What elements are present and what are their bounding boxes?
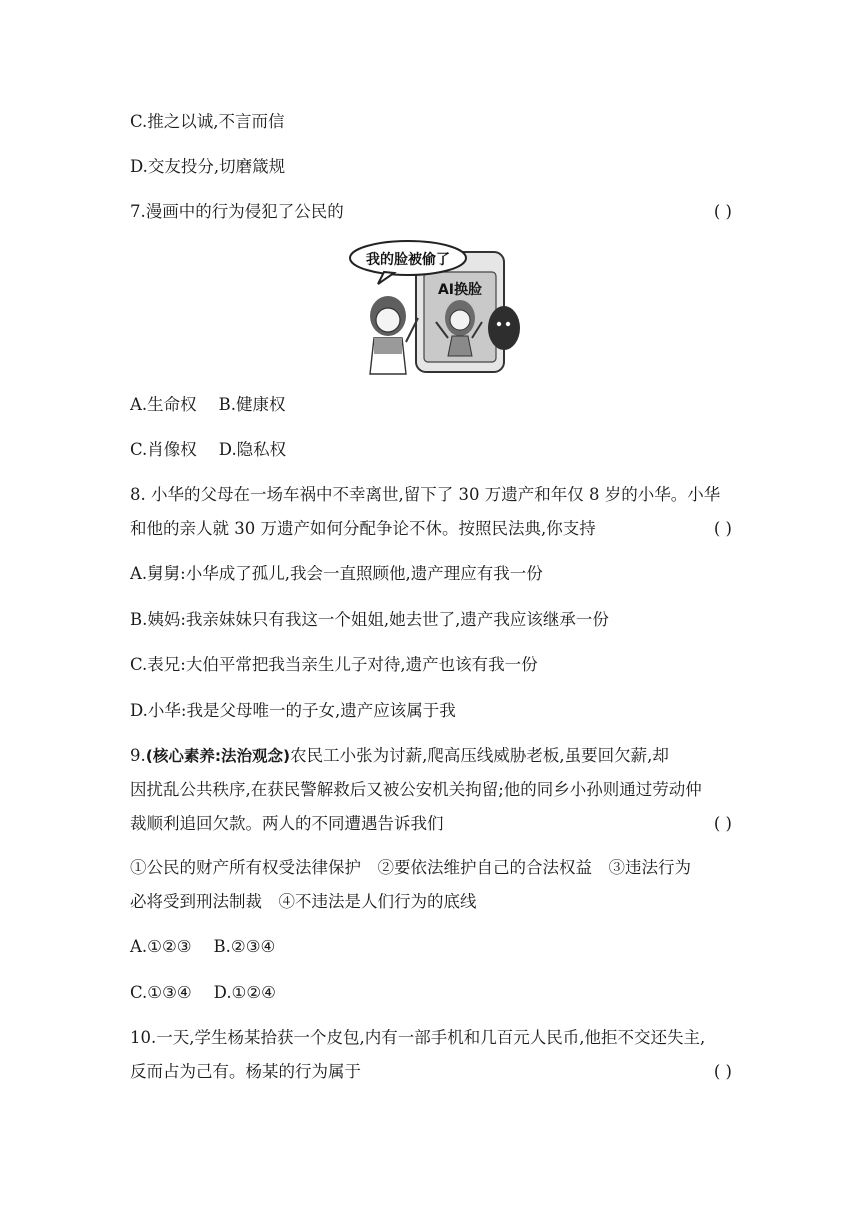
q9-statements-line2: 必将受到刑法制裁 ④不违法是人们行为的底线	[130, 892, 477, 911]
q8-stem-line1: 8. 小华的父母在一场车祸中不幸离世,留下了 30 万遗产和年仅 8 岁的小华。小华	[130, 485, 721, 504]
q8-stem-line2	[130, 518, 732, 540]
q9-statements-line1: ①公民的财产所有权受法律保护 ②要依法维护自己的合法权益 ③违法行为	[130, 858, 691, 877]
q9-option-b: B.②③④	[213, 937, 276, 956]
q8-option-d: D.小华:我是父母唯一的子女,遗产应该属于我	[130, 701, 456, 720]
q7-stem-text: 7.漫画中的行为侵犯了公民的	[130, 202, 344, 221]
q10-stem-line2	[130, 1061, 732, 1083]
q8-option-c: C.表兄:大伯平常把我当亲生儿子对待,遗产也该有我一份	[130, 655, 538, 674]
q9-option-c: C.①③④	[130, 983, 192, 1002]
q9-stem-line2: 因扰乱公共秩序,在获民警解救后又被公安机关拘留;他的同乡小孙则通过劳动仲	[130, 780, 702, 799]
ai-face-swap-cartoon	[348, 238, 520, 376]
q9-stem-line3-text: 裁顺利追回欠款。两人的不同遭遇告诉我们	[130, 814, 444, 833]
q7-options-row2	[130, 439, 732, 461]
q9-stem-line1	[130, 745, 732, 767]
q6-option-c: C.推之以诚,不言而信	[130, 112, 285, 131]
q10-stem-line1: 10.一天,学生杨某拾获一个皮包,内有一部手机和几百元人民币,他拒不交还失主,	[130, 1028, 706, 1047]
q9-answer-paren: ( )	[713, 814, 732, 833]
cartoon-screen-label: AI换脸	[437, 282, 483, 298]
cartoon-illustration	[348, 238, 520, 376]
q7-option-a: A.生命权	[130, 395, 197, 414]
q7-answer-paren: ( )	[713, 202, 732, 221]
q6-option-d: D.交友投分,切磨箴规	[130, 157, 286, 176]
q8-option-b: B.姨妈:我亲妹妹只有我这一个姐姐,她去世了,遗产我应该继承一份	[130, 610, 609, 629]
q10-stem-line2-text: 反而占为己有。杨某的行为属于	[130, 1062, 361, 1081]
cartoon-speech-text: 我的脸被偷了	[366, 252, 450, 268]
q8-answer-paren: ( )	[713, 519, 732, 538]
q7-stem	[130, 201, 732, 223]
q7-option-b: B.健康权	[218, 395, 286, 414]
q9-options-row2	[130, 982, 732, 1004]
q9-options-row1	[130, 936, 732, 958]
q9-option-a: A.①②③	[130, 937, 192, 956]
q9-option-d: D.①②④	[213, 983, 276, 1002]
q7-options-row1	[130, 394, 732, 416]
q9-stem-line3	[130, 813, 732, 835]
q8-option-a: A.舅舅:小华成了孤儿,我会一直照顾他,遗产理应有我一份	[130, 564, 543, 583]
q9-number: 9.	[130, 746, 146, 765]
q9-stem-line1-text: 农民工小张为讨薪,爬高压线威胁老板,虽要回欠薪,却	[290, 746, 669, 765]
q10-answer-paren: ( )	[713, 1062, 732, 1081]
q8-stem-line2-text: 和他的亲人就 30 万遗产如何分配争论不休。按照民法典,你支持	[130, 519, 596, 538]
q9-core-literacy-tag: (核心素养:法治观念)	[145, 747, 291, 765]
q7-option-c: C.肖像权	[130, 440, 197, 459]
q7-option-d: D.隐私权	[218, 440, 287, 459]
